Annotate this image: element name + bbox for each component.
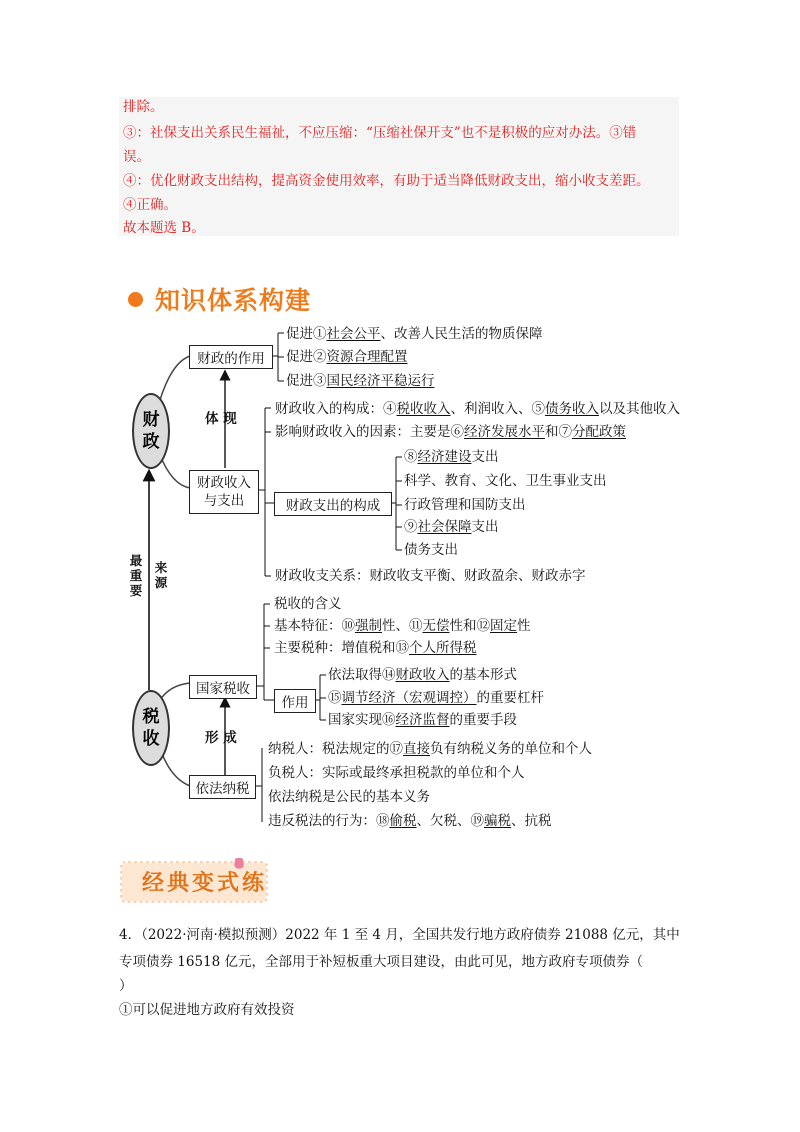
tax-features: 基本特征：⑩强制性、⑪无偿性和⑫固定性 (274, 618, 531, 634)
fiscal-role-box: 财政的作用 (189, 345, 273, 369)
role-item: 促进②资源合理配置 (286, 349, 408, 365)
tax-role-item: 国家实现⑯经济监督的重要手段 (328, 712, 517, 728)
expense-item: ⑧经济建设支出 (404, 449, 499, 465)
question-option: ①可以促进地方政府有效投资 (119, 1002, 295, 1018)
income-composition: 财政收入的构成：④税收收入、利润收入、⑤债务收入以及其他收入 (275, 401, 680, 417)
expense-item: 行政管理和国防支出 (404, 497, 526, 513)
income-expense-balance: 财政收支关系：财政收支平衡、财政盈余、财政赤字 (275, 568, 586, 584)
answer-line: ④正确。 (123, 197, 177, 213)
taxpayer-definition: 纳税人：税法规定的⑰直接负有纳税义务的单位和个人 (268, 741, 592, 757)
tax-role-box: 作用 (274, 689, 316, 713)
citizen-duty: 依法纳税是公民的基本义务 (268, 789, 430, 805)
tax-meaning: 税收的含义 (274, 596, 342, 612)
tax-role-item: 依法取得⑭财政收入的基本形式 (328, 667, 517, 683)
question-line: 专项债券 16518 亿元，全部用于补短板重大项目建设，由此可见，地方政府专项债券（ (119, 954, 644, 970)
tax-role-item: ⑮调节经济（宏观调控）的重要杠杆 (328, 690, 544, 706)
section-title: 知识体系构建 (155, 286, 312, 315)
income-factors: 影响财政收入的因素：主要是⑥经济发展水平和⑦分配政策 (275, 424, 626, 440)
income-expense-box: 财政收入 与支出 (189, 470, 259, 514)
most-important-label: 最 重 要 (129, 553, 143, 598)
tax-label: 税 收 (142, 707, 160, 749)
role-item: 促进③国民经济平稳运行 (286, 373, 435, 389)
practice-banner-title: 经典变式练 (142, 871, 268, 896)
role-item: 促进①社会公平、改善人民生活的物质保障 (286, 326, 543, 342)
question-line: 4．（2022·河南·模拟预测）2022 年 1 至 4 月，全国共发行地方政府债券 21088 亿元，其中 (119, 927, 680, 943)
fiscal-node (132, 393, 170, 469)
embody-label: 体 现 (205, 411, 237, 427)
answer-line: 误。 (123, 149, 150, 165)
form-label: 形 成 (205, 730, 237, 746)
expense-item: ⑨社会保障支出 (404, 519, 499, 535)
source-label: 来 源 (154, 560, 168, 590)
answer-conclusion: 故本题选 B。 (123, 220, 205, 236)
answer-line: ③：社保支出关系民生福祉，不应压缩：“压缩社保开支”也不是积极的应对办法。③错 (123, 125, 637, 141)
tax-violations: 违反税法的行为：⑱偷税、欠税、⑲骗税、抗税 (268, 813, 552, 829)
national-tax-box: 国家税收 (189, 675, 257, 699)
lawful-tax-box: 依法纳税 (189, 775, 256, 799)
expense-item: 科学、教育、文化、卫生事业支出 (404, 473, 607, 489)
main-taxes: 主要税种：增值税和⑬个人所得税 (274, 640, 477, 656)
fiscal-label: 财 政 (142, 410, 160, 452)
answer-line: ④：优化财政支出结构，提高资金使用效率，有助于适当降低财政支出，缩小收支差距。 (123, 173, 650, 189)
tax-bearer-definition: 负税人：实际或最终承担税款的单位和个人 (268, 765, 525, 781)
expense-composition-box: 财政支出的构成 (274, 492, 392, 516)
expense-item: 债务支出 (404, 542, 458, 558)
tax-node (132, 690, 170, 766)
answer-line: 排除。 (123, 99, 164, 115)
question-line: ） (119, 978, 133, 994)
